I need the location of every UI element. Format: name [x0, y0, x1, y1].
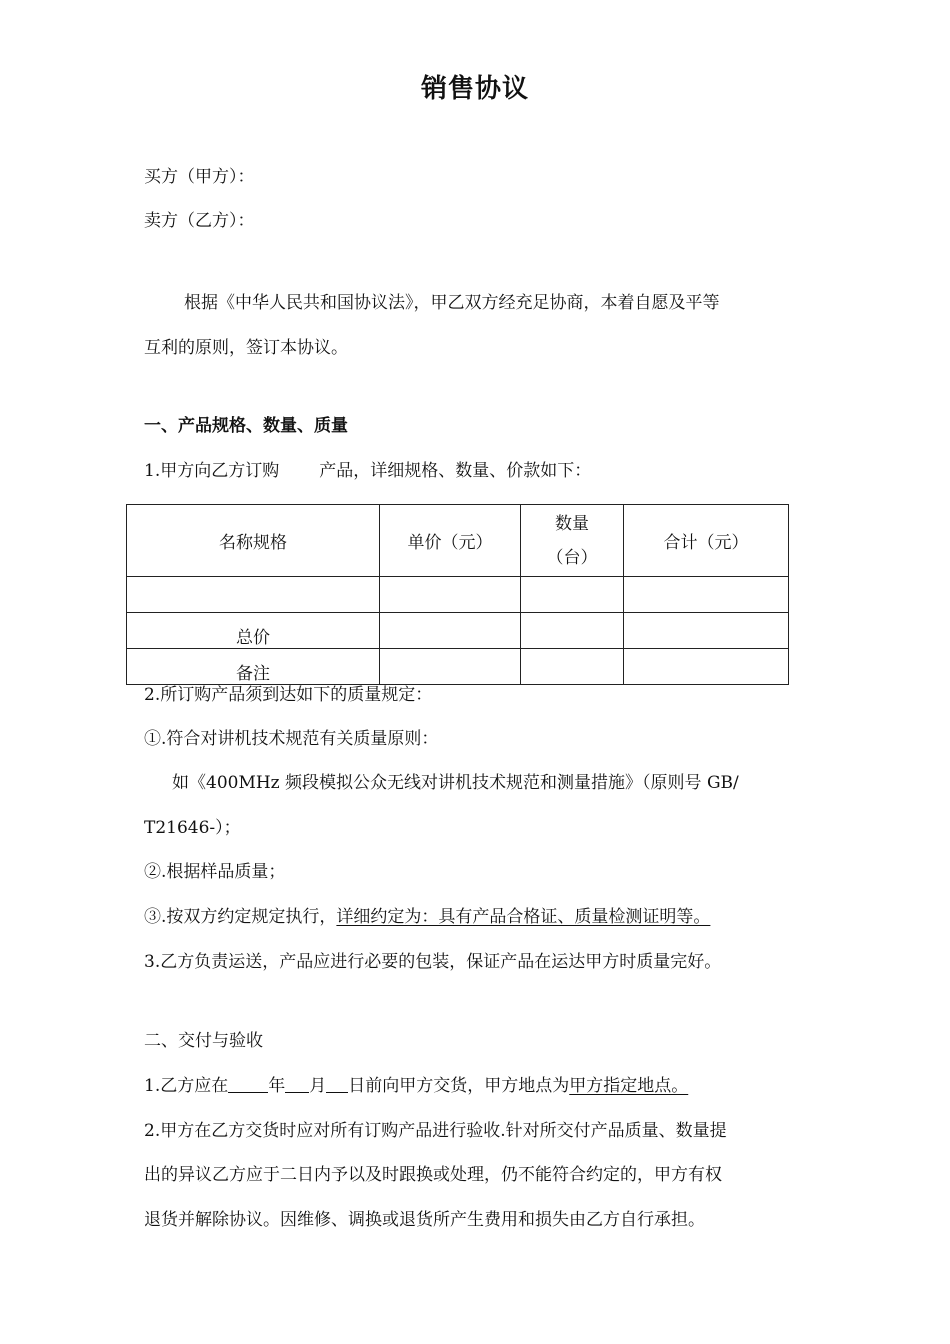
- section1-item2-3-part-a: ③.按双方约定规定执行，: [144, 907, 337, 927]
- section1-item2-3-agreement: 详细约定为：具有产品合格证、质量检测证明等。: [336, 907, 711, 927]
- header-quantity-unit: （台）: [546, 547, 598, 568]
- section1-item3: 3.乙方负责运送，产品应进行必要的包装，保证产品在运达甲方时质量完好。: [144, 952, 722, 972]
- section2-item2-line1: 2.甲方在乙方交货时应对所有订购产品进行验收.针对所交付产品质量、数量提: [144, 1121, 727, 1141]
- table-row: [127, 577, 789, 613]
- table-row-note: [127, 649, 789, 685]
- table-cell[interactable]: [624, 649, 789, 685]
- section1-item2-1-detail-b: T21646-）；: [144, 818, 241, 838]
- table-cell[interactable]: [380, 649, 521, 685]
- header-total: 合计（元）: [624, 505, 789, 577]
- table-cell[interactable]: [521, 649, 624, 685]
- table-cell[interactable]: [624, 577, 789, 613]
- section1-item2-2: ②.根据样品质量；: [144, 862, 286, 882]
- document-title: 销售协议: [420, 74, 529, 104]
- note-label: 备注: [127, 649, 380, 685]
- section1-item1: [144, 460, 591, 482]
- total-label: 总价: [127, 613, 380, 649]
- section2-heading: 二、交付与验收: [144, 1031, 263, 1051]
- section1-item1-part-a: 1.甲方向乙方订购: [144, 461, 280, 481]
- intro-line-1: 根据《中华人民共和国协议法》，甲乙双方经充足协商，本着自愿及平等: [184, 293, 720, 313]
- year-blank[interactable]: [228, 1074, 268, 1093]
- table-header-row: [127, 505, 789, 577]
- delivery-place: 甲方指定地点。: [569, 1076, 689, 1096]
- table-row-total: [127, 613, 789, 649]
- section1-item2: 2.所订购产品须到达如下的质量规定：: [144, 685, 433, 705]
- section1-heading: 一、产品规格、数量、质量: [144, 416, 348, 436]
- section2-item2-line2: 出的异议乙方应于二日内予以及时跟换或处理，仍不能符合约定的，甲方有权: [144, 1165, 722, 1185]
- header-quantity-label: 数量: [555, 513, 589, 534]
- buyer-line: 买方（甲方）：: [144, 167, 255, 187]
- year-label: 年: [268, 1076, 286, 1096]
- day-blank[interactable]: [326, 1074, 348, 1093]
- section1-item2-1-detail-a: 如《400MHz 频段模拟公众无线对讲机技术规范和测量措施》（原则号 GB/: [172, 773, 739, 793]
- month-label: 月: [309, 1076, 327, 1096]
- section2-item1-part-b: 日前向甲方交货，甲方地点为: [348, 1076, 570, 1096]
- section1-item2-1: ①.符合对讲机技术规范有关质量原则：: [144, 729, 439, 749]
- section1-item1-part-b: 产品，详细规格、数量、价款如下：: [319, 461, 592, 481]
- section2-item1-part-a: 1.乙方应在: [144, 1076, 229, 1096]
- table-cell[interactable]: [521, 613, 624, 649]
- table-cell[interactable]: [127, 577, 380, 613]
- intro-line-2: 互利的原则，签订本协议。: [144, 338, 348, 358]
- seller-line: 卖方（乙方）：: [144, 211, 255, 231]
- table-cell[interactable]: [624, 613, 789, 649]
- header-quantity: [521, 505, 624, 577]
- header-name-spec: 名称规格: [127, 505, 380, 577]
- month-blank[interactable]: [285, 1074, 309, 1093]
- table-cell[interactable]: [521, 577, 624, 613]
- section2-item1: [144, 1074, 688, 1097]
- section1-item2-3: [144, 906, 710, 928]
- header-unit-price: 单价（元）: [380, 505, 521, 577]
- table-cell[interactable]: [380, 613, 521, 649]
- section2-item2-line3: 退货并解除协议。因维修、调换或退货所产生费用和损失由乙方自行承担。: [144, 1210, 705, 1230]
- product-spec-table: [126, 504, 789, 685]
- table-cell[interactable]: [380, 577, 521, 613]
